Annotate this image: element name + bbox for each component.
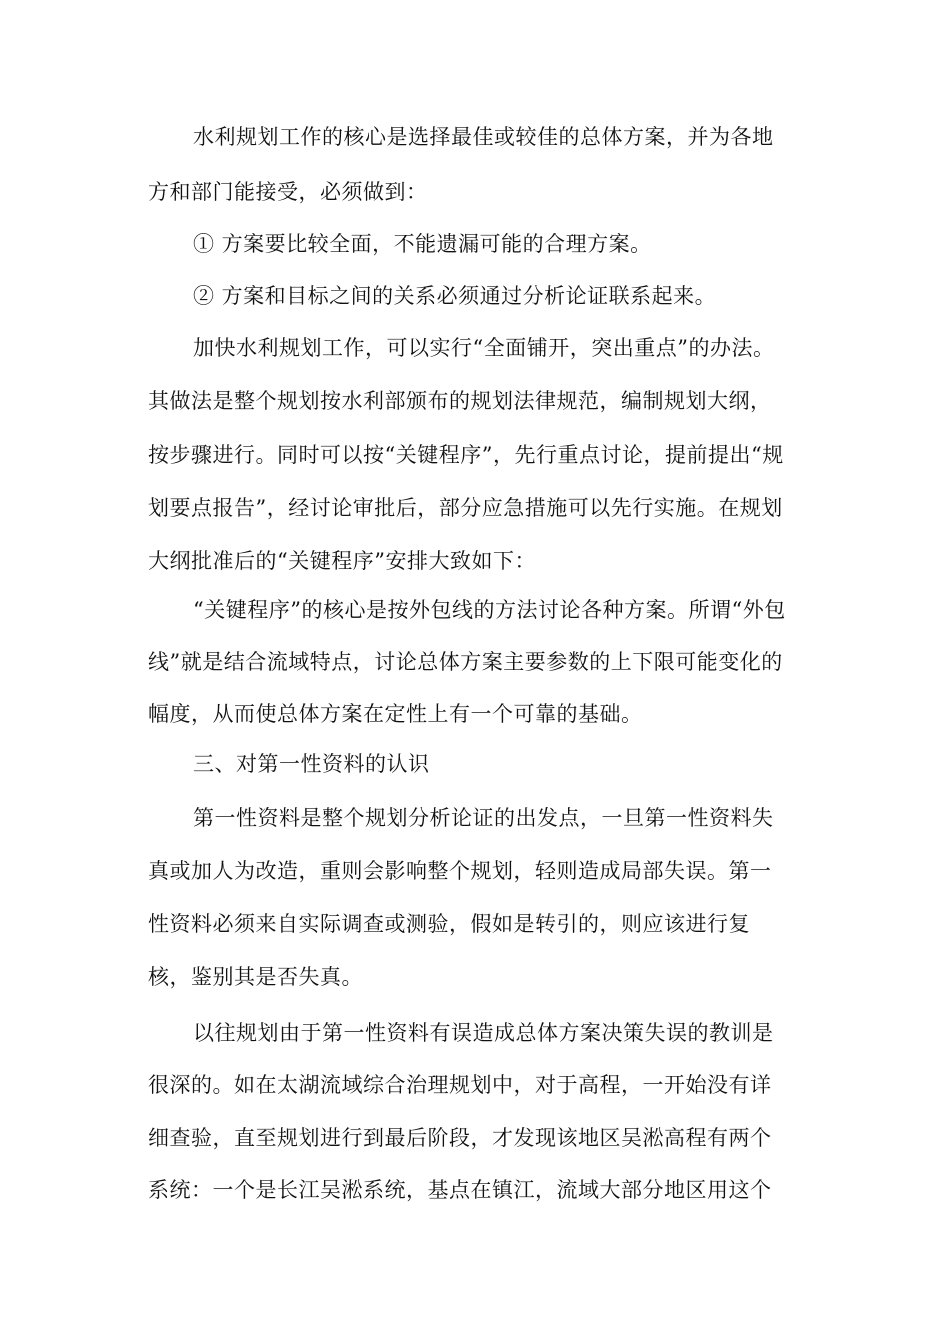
paragraph-line: 其做法是整个规划按水利部颁布的规划法律规范，编制规划大纲， (148, 389, 772, 413)
paragraph-line: 系统：一个是长江吴淞系统，基点在镇江，流域大部分地区用这个 (148, 1178, 772, 1202)
paragraph-line: 真或加人为改造，重则会影响整个规划，轻则造成局部失误。第一 (148, 859, 772, 883)
paragraph-line: 线”就是结合流域特点，讨论总体方案主要参数的上下限可能变化的 (148, 650, 783, 674)
paragraph-line: 大纲批准后的“关键程序”安排大致如下： (148, 549, 536, 573)
paragraph-line: 以往规划由于第一性资料有误造成总体方案决策失误的教训是 (193, 1021, 774, 1045)
paragraph-line: 按步骤进行。同时可以按“关键程序”，先行重点讨论，提前提出“规 (148, 443, 784, 467)
paragraph-line: 水利规划工作的核心是选择最佳或较佳的总体方案，并为各地 (193, 125, 774, 149)
paragraph-line: 幅度，从而使总体方案在定性上有一个可靠的基础。 (148, 702, 643, 726)
paragraph-line: 加快水利规划工作，可以实行“全面铺开，突出重点”的办法。 (193, 336, 775, 360)
paragraph-line: 方和部门能接受，必须做到： (148, 180, 428, 204)
list-item-1: ① 方案要比较全面，不能遗漏可能的合理方案。 (193, 232, 652, 256)
paragraph-line: 性资料必须来自实际调查或测验，假如是转引的，则应该进行复 (148, 912, 750, 936)
section-heading: 三、对第一性资料的认识 (193, 752, 430, 776)
paragraph-line: 很深的。如在太湖流域综合治理规划中，对于高程，一开始没有详 (148, 1073, 772, 1097)
paragraph-line: 第一性资料是整个规划分析论证的出发点，一旦第一性资料失 (193, 806, 774, 830)
paragraph-line: 细查验，直至规划进行到最后阶段，才发现该地区吴淞高程有两个 (148, 1126, 772, 1150)
paragraph-line: “关键程序”的核心是按外包线的方法讨论各种方案。所谓“外包 (193, 598, 786, 622)
list-item-2: ② 方案和目标之间的关系必须通过分析论证联系起来。 (193, 284, 717, 308)
paragraph-line: 核，鉴别其是否失真。 (148, 965, 363, 989)
paragraph-line: 划要点报告”，经讨论审批后，部分应急措施可以先行实施。在规划 (148, 496, 783, 520)
